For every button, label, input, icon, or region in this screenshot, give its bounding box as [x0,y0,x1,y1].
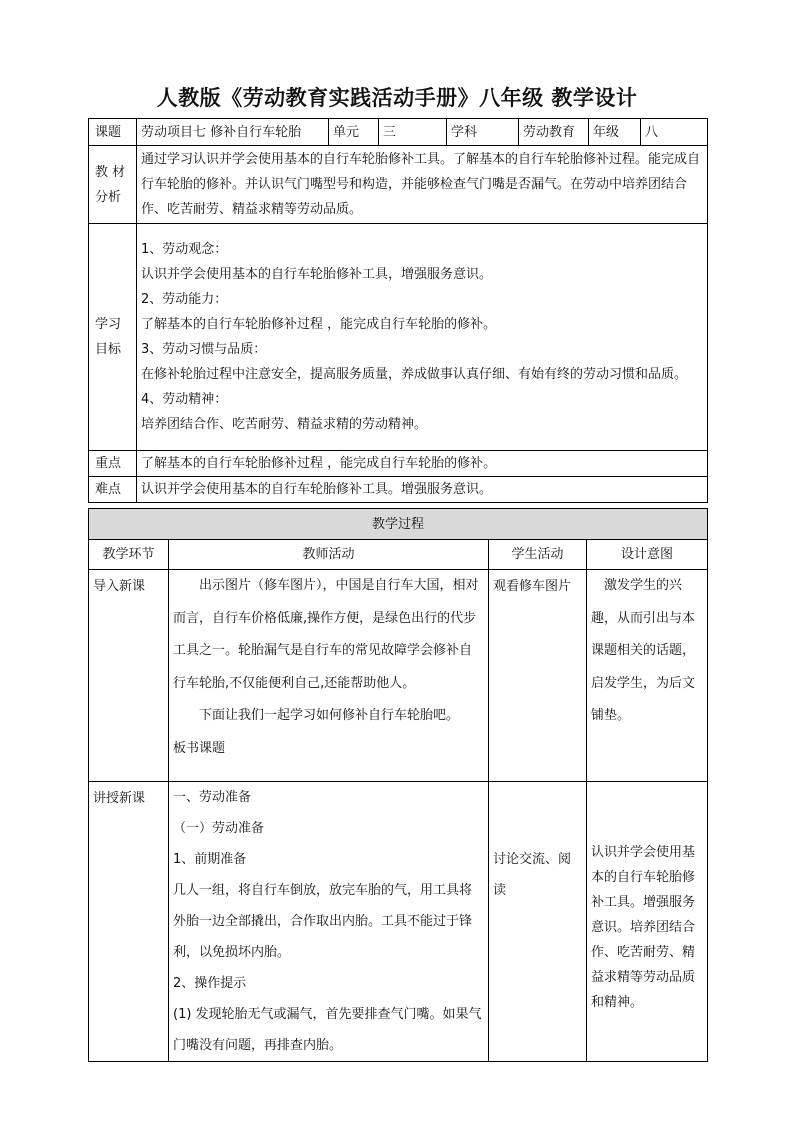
goal-line: 3、劳动习惯与品质： [141,342,267,357]
course-label: 课题 [89,119,137,146]
goal-line: 了解基本的自行车轮胎修补过程 ，能完成自行车轮胎的修补。 [141,317,497,332]
unit-value: 三 [379,119,447,146]
analysis-text: 通过学习认识并学会使用基本的自行车轮胎修补工具。了解基本的自行车轮胎修补过程。能完成自行车轮胎的修补。并认识气门嘴型号和构造，并能够检查气门嘴是否漏气。在劳动中培养团结合作、吃苦耐劳、精益求精等劳动品质。 [137,146,708,224]
design-intent-cell: 认识并学会使用基本的自行车轮胎修补工具。增强服务意识。培养团结合作、吃苦耐劳、精益求精等劳动品质和精神。 [587,782,708,1062]
goal-line: 在修补轮胎过程中注意安全，提高服务质量，养成做事认真仔细、有始有终的劳动习惯和品质。 [141,367,688,382]
teacher-paragraph: 1、前期准备 [173,852,247,867]
goal-line: 培养团结合作、吃苦耐劳、精益求精的劳动精神。 [141,417,428,432]
document-title: 人教版《劳动教育实践活动手册》八年级 教学设计 [156,86,638,110]
unit-label: 单元 [329,119,379,146]
teacher-paragraph: 出示图片（修车图片），中国是自行车大国，相对而言，自行车价格低廉,操作方便，是绿色出行的代步工具之一。轮胎漏气是自行车的常见故障学会修补自行车轮胎,不仅能便利自己,还能帮助他人。 [173,578,479,691]
analysis-label-line2: 分析 [95,189,122,205]
teacher-activity-cell [169,570,489,782]
student-activity-cell: 观看修车图片 [489,570,587,782]
analysis-label-line1: 教 材 [95,164,126,180]
grade-value: 八 [641,119,708,146]
teacher-paragraph: 下面让我们一起学习如何修补自行车轮胎吧。 [199,708,460,723]
column-header: 教学环节 [89,540,169,570]
goal-line: 认识并学会使用基本的自行车轮胎修补工具，增强服务意识。 [141,267,493,282]
goal-line: 4、劳动精神： [141,392,228,407]
teacher-paragraph: 一、劳动准备 [173,790,252,805]
teacher-activity-cell [169,782,489,1062]
goal-line: 2、劳动能力： [141,292,228,307]
goals-content [137,224,708,451]
subject-label: 学科 [447,119,519,146]
key-point-label: 重点 [89,451,137,477]
goals-label-line2: 目标 [95,342,122,357]
goals-label-line1: 学习 [95,317,122,332]
grade-label: 年级 [589,119,641,146]
teacher-paragraph: (1) 发现轮胎无气或漏气，首先要排查气门嘴。如果气门嘴没有问题，再排查内胎。 [173,1007,482,1053]
analysis-label [89,146,137,224]
teacher-paragraph: 几人一组，将自行车倒放，放完车胎的气，用工具将外胎一边全部撬出，合作取出内胎。工具不能过于锋利，以免损坏内胎。 [173,883,473,960]
column-header: 设计意图 [587,540,708,570]
teaching-process-table [88,508,708,1062]
course-value: 劳动项目七 修补自行车轮胎 [137,119,329,146]
difficulty-text: 认识并学会使用基本的自行车轮胎修补工具。增强服务意识。 [137,477,708,503]
goal-line: 1、劳动观念： [141,242,228,257]
teacher-paragraph: 2、操作提示 [173,976,247,991]
column-header: 学生活动 [489,540,587,570]
student-activity-cell: 讨论交流、阅读 [489,782,587,1062]
difficulty-label: 难点 [89,477,137,503]
goals-label [89,224,137,451]
stage-cell: 讲授新课 [89,782,169,1062]
teacher-paragraph: （一）劳动准备 [173,821,265,836]
teacher-paragraph: 板书课题 [173,740,226,756]
process-heading: 教学过程 [89,509,708,540]
key-point-text: 了解基本的自行车轮胎修补过程 ，能完成自行车轮胎的修补。 [137,451,708,477]
subject-value: 劳动教育 [519,119,589,146]
lesson-info-table [88,118,708,503]
stage-cell: 导入新课 [89,570,169,782]
column-header: 教师活动 [169,540,489,570]
design-intent-cell: 激发学生的兴趣，从而引出与本课题相关的话题，启发学生，为后文铺垫。 [587,570,708,782]
